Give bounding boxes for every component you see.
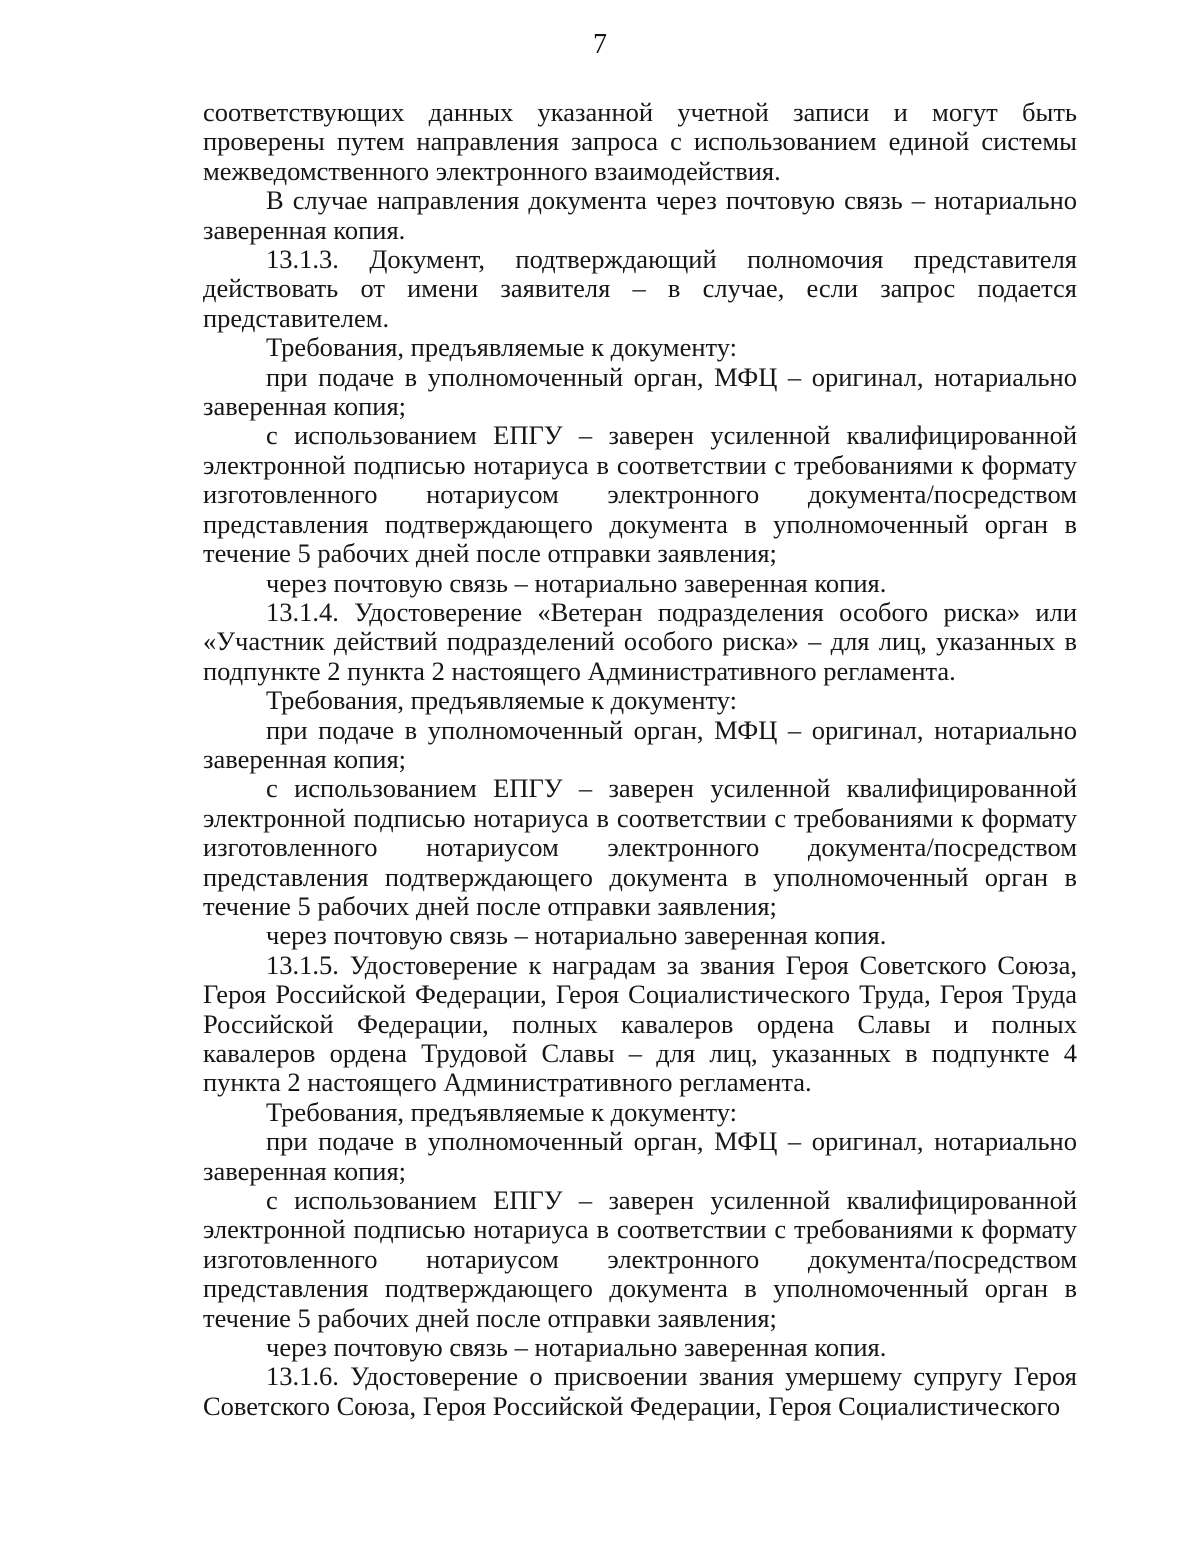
requirement-item: с использованием ЕПГУ – заверен усиленной квалифицированной электронной подписью нотариуса в соответствии с требованиями к формату изготовленного нотариусом электронного документа/посредством представления подтверждающего документа в уполномоченный орган в течение 5 рабочих дней после отправки заявления; [203,773,1077,921]
requirement-item: с использованием ЕПГУ – заверен усиленной квалифицированной электронной подписью нотариуса в соответствии с требованиями к формату изготовленного нотариусом электронного документа/посредством представления подтверждающего документа в уполномоченный орган в течение 5 рабочих дней после отправки заявления; [203,1185,1077,1333]
requirement-item: через почтовую связь – нотариально заверенная копия. [266,567,887,598]
section-heading-13-1-4: 13.1.4. Удостоверение «Ветеран подразделения особого риска» или «Участник действий подразделений особого риска» – для лиц, указанных в подпункте 2 пункта 2 настоящего Административного регламента. [203,596,1077,686]
requirement-item: при подаче в уполномоченный орган, МФЦ – оригинал, нотариально заверенная копия; [203,361,1077,422]
requirements-heading: Требования, предъявляемые к документу: [266,1096,738,1127]
paragraph: соответствующих данных указанной учетной записи и могут быть проверены путем направления запроса с использованием единой системы межведомственного электронного взаимодействия. [203,97,1077,186]
section-heading-13-1-5: 13.1.5. Удостоверение к наградам за звания Героя Советского Союза, Героя Российской Федерации, Героя Социалистического Труда, Героя Труда Российской Федерации, полных кавалеров ордена Славы и полных кавалеров ордена Трудовой Славы – для лиц, указанных в подпункте 4 пункта 2 настоящего Административного регламента. [203,949,1077,1098]
requirement-item: при подаче в уполномоченный орган, МФЦ – оригинал, нотариально заверенная копия; [203,714,1077,774]
section-heading-13-1-3: 13.1.3. Документ, подтверждающий полномочия представителя действовать от имени заявителя – в случае, если запрос подается представителем. [203,244,1077,333]
paragraph: В случае направления документа через почтовую связь – нотариально заверенная копия. [203,185,1077,245]
requirement-item: с использованием ЕПГУ – заверен усиленной квалифицированной электронной подписью нотариуса в соответствии с требованиями к формату изготовленного нотариусом электронного документа/посредством представления подтверждающего документа в уполномоченный орган в течение 5 рабочих дней после отправки заявления; [203,420,1077,569]
section-heading-13-1-6: 13.1.6. Удостоверение о присвоении звания умершему супругу Героя Советского Союза, Героя Российской Федерации, Героя Социалистического [203,1361,1077,1421]
requirement-item: при подаче в уполномоченный орган, МФЦ – оригинал, нотариально заверенная копия; [203,1126,1077,1186]
requirements-heading: Требования, предъявляемые к документу: [266,685,738,716]
document-body [203,98,1077,1421]
page-number: 7 [593,29,607,60]
requirement-item: через почтовую связь – нотариально заверенная копия. [266,920,887,951]
requirements-heading: Требования, предъявляемые к документу: [266,332,738,363]
requirement-item: через почтовую связь – нотариально заверенная копия. [266,1332,887,1363]
